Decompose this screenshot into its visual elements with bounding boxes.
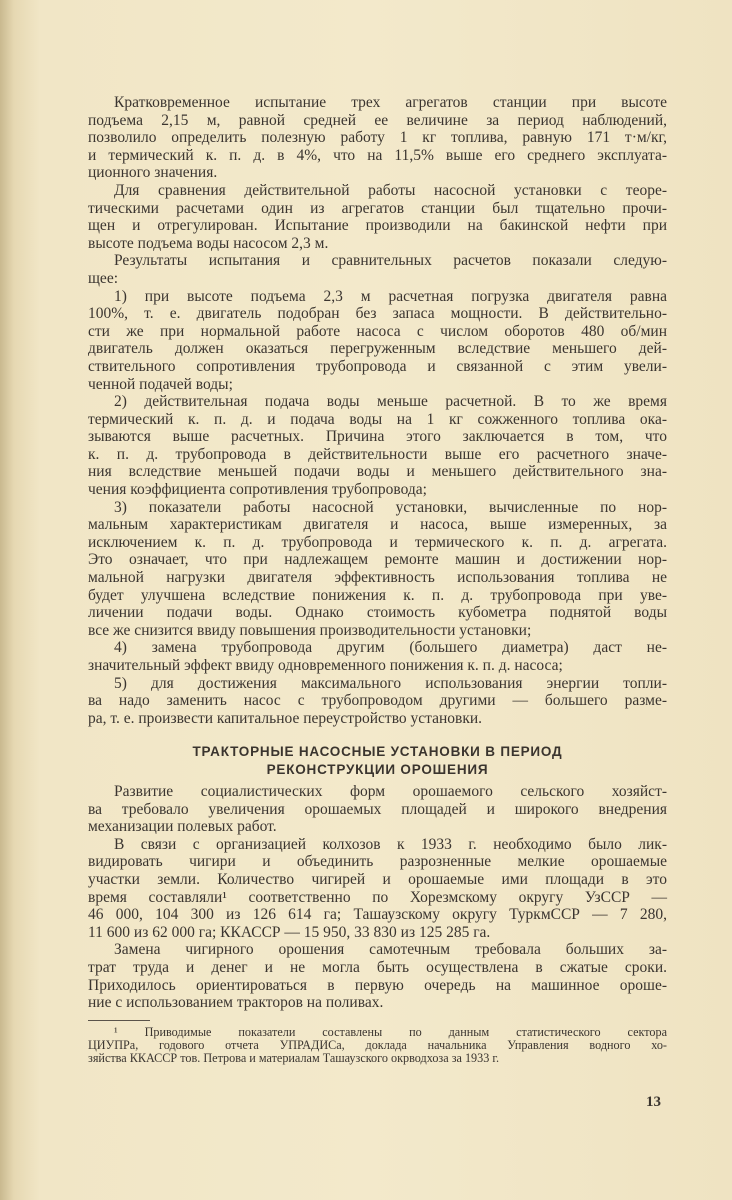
text-line: 1) при высоте подъема 2,3 м расчетная погрузка двигателя равна [114,287,667,305]
text-line: 11 600 из 62 000 га; ККАССР — 15 950, 33 830 из 125 285 га. [88,923,491,941]
paragraph [88,94,667,182]
text-line: щен и отрегулирован. Испытание производили на бакинской нефти при [88,217,667,235]
section-text [88,783,667,1012]
text-line: тическими расчетами один из агрегатов станции был тщательно прочи- [88,199,667,217]
text-line: В связи с организацией колхозов к 1933 г. необходимо было лик- [114,835,667,853]
text-line: Результаты испытания и сравнительных расчетов показали следую- [114,252,667,270]
text-line: время составляли¹ соответственно по Хорезмскому округу УзССР — [88,888,667,906]
paragraph [88,252,667,287]
text-line: к. п. д. трубопровода в действительности выше его расчетного значе- [88,445,667,463]
heading-line: ТРАКТОРНЫЕ НАСОСНЫЕ УСТАНОВКИ В ПЕРИОД [192,744,563,759]
paragraph [88,499,667,640]
text-line: высоте подъема воды насосом 2,3 м. [88,234,329,252]
text-line: чения коэффициента сопротивления трубопровода; [88,481,427,499]
page-number: 13 [646,1094,661,1110]
text-line: ва надо заменить насос с трубопроводом другими — большего разме- [88,692,667,710]
paragraph [88,1026,667,1065]
text-line: и термический к. п. д. в 4%, что на 11,5% выше его среднего эксплуата- [88,146,667,164]
text-line: участки земли. Количество чигирей и орошаемые ими площади в это [88,870,667,888]
footnote-divider [88,1020,150,1021]
text-line: ¹ Приводимые показатели составлены по данным статистического сектора [114,1025,667,1039]
text-line: значительный эффект ввиду одновременного понижения к. п. д. насоса; [88,657,563,674]
text-line: ствительного сопротивления трубопровода и связанной с этим увели- [88,357,667,375]
section-heading [88,743,667,779]
text-line: 100%, т. е. двигатель подобран без запаса мощности. В действительно- [88,305,667,323]
text-line: ния вследствие меньшей подачи воды и меньшего действительного зна- [88,463,667,481]
text-line: двигатель должен оказаться перегруженным вследствие меньшего дей- [88,340,667,358]
footnote [88,1026,667,1065]
text-line: зяйства ККАССР тов. Петрова и материалам Ташаузского окрводхоза за 1933 г. [88,1051,500,1065]
text-line: 2) действительная подача воды меньше расчетной. В то же время [114,393,667,411]
text-line: ра, т. е. произвести капитальное переустройство установки. [88,709,483,727]
text-line: 3) показатели работы насосной установки, вычисленные по нор- [114,498,667,516]
text-line: ЦИУПРа, годового отчета УПРАДИСа, доклада начальника Управления водного хо- [88,1038,667,1052]
heading-line: РЕКОНСТРУКЦИИ ОРОШЕНИЯ [266,762,489,777]
text-line: исключением к. п. д. трубопровода и термического к. п. д. агрегата. [88,533,667,551]
text-line: Развитие социалистических форм орошаемого сельского хозяйст- [114,783,667,800]
text-line: мальным характеристикам двигателя и насоса, выше измеренных, за [88,516,667,534]
text-line: ченной подачей воды; [88,375,233,393]
text-line: 46 000, 104 300 из 126 614 га; Ташаузскому округу ТуркмССР — 7 280, [88,906,667,924]
text-line: Это означает, что при надлежащем ремонте машин и достижении нор- [88,551,667,569]
paragraph [88,639,667,674]
text-line: 5) для достижения максимального использования энергии топли- [114,674,667,692]
paragraph [88,836,667,942]
text-line: мальной нагрузки двигателя эффективность использования топлива не [88,569,667,587]
paragraph [88,941,667,1011]
text-line: трат труда и денег и не могла быть осуществлена в сжатые сроки. [88,958,667,976]
text-line: личении подачи воды. Однако стоимость кубометра поднятой воды [88,604,667,622]
text-line: механизации полевых работ. [88,818,277,836]
text-line: зываются выше расчетных. Причина этого заключается в том, что [88,428,667,446]
text-line: ва требовало увеличения орошаемых площадей и широкого внедрения [88,800,667,818]
paragraph [88,182,667,252]
paragraph [88,783,667,836]
text-line: 4) замена трубопровода другим (большего диаметра) даст не- [114,639,667,657]
text-line: позволило определить полезную работу 1 кг топлива, равную 171 т·м/кг, [88,129,667,147]
paragraph [88,288,667,394]
text-line: подъема 2,15 м, равной средней ее величине за период наблюдений, [88,111,667,129]
text-line: Для сравнения действительной работы насосной установки с теоре- [114,181,667,199]
text-line: Приходилось ориентироваться в первую очередь на машинное ороше- [88,976,667,994]
text-line: будет улучшена вследствие понижения к. п. д. трубопровода при уве- [88,586,667,604]
paragraph [88,393,667,499]
text-line: Кратковременное испытание трех агрегатов станции при высоте [114,94,667,111]
text-line: Замена чигирного орошения самотечным требовала больших за- [114,941,667,959]
text-line: ционного значения. [88,164,218,182]
main-text [88,94,667,727]
paragraph [88,675,667,728]
text-line: термический к. п. д. и подача воды на 1 кг сожженного топлива ока- [88,410,667,428]
text-line: щее: [88,269,119,287]
text-line: ние с использованием тракторов на поливах. [88,994,384,1012]
text-line: видировать чигири и объединить разрозненные мелкие орошаемые [88,853,667,871]
text-line: сти же при нормальной работе насоса с числом оборотов 480 об/мин [88,322,667,340]
text-line: все же снизится ввиду повышения производительности установки; [88,621,532,639]
